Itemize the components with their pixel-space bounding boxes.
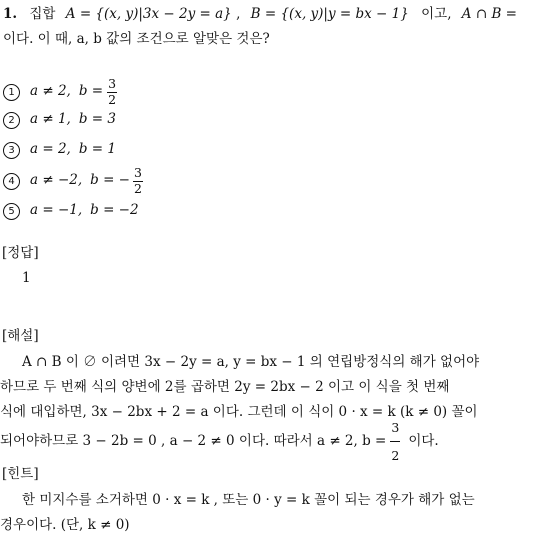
explanation-line-4 — [0, 419, 533, 463]
choice-3-part-a: a = 2, — [30, 141, 71, 158]
question-number: 1. — [3, 6, 18, 22]
choice-1-fraction — [107, 78, 117, 106]
choice-4[interactable] — [3, 162, 143, 200]
explanation-frac-num: 3 — [390, 415, 400, 442]
set-separator: , — [236, 6, 241, 22]
question-mid: 이고, — [421, 6, 452, 22]
choice-2-part-a: a ≠ 1, — [30, 111, 71, 128]
set-a: A = {(x, y)|3x − 2y = a} — [65, 6, 232, 22]
hint-body — [0, 488, 533, 538]
explanation-label: [해설] — [2, 328, 39, 344]
hint-line-1: 한 미지수를 소거하면 0 · x = k , 또는 0 · y = k 꼴이 되는 경우가 해가 없는 — [22, 492, 475, 508]
set-b: B = {(x, y)|y = bx − 1} — [250, 6, 409, 22]
explanation-line-4-suffix: 이다. — [408, 432, 439, 449]
explanation-line-3: 식에 대입하면, 3x − 2bx + 2 = a 이다. 그런데 이 식이 0 · x = k (k ≠ 0) 꼴이 — [0, 404, 478, 420]
choice-mark-4: 4 — [3, 173, 20, 190]
choice-1-part-b: b = — [78, 83, 104, 100]
choice-1-frac-den: 2 — [108, 91, 117, 107]
choice-1-part-a: a ≠ 2, — [30, 83, 71, 100]
choice-4-fraction — [133, 167, 143, 195]
choice-mark-1: 1 — [3, 84, 20, 101]
question-prefix: 집합 — [29, 6, 56, 22]
choice-1-frac-num: 3 — [108, 76, 117, 91]
choice-3[interactable] — [3, 139, 116, 161]
hint-line-2: 경우이다. (단, k ≠ 0) — [0, 517, 130, 533]
choice-mark-5: 5 — [3, 203, 20, 220]
choice-mark-3: 3 — [3, 142, 20, 159]
intersection-expr: A ∩ B = — [461, 6, 517, 22]
choice-4-part-a: a ≠ −2, — [30, 172, 83, 189]
question-line-1 — [3, 8, 517, 22]
choice-5-part-a: a = −1, — [30, 202, 83, 219]
answer-value: 1 — [22, 270, 31, 286]
choice-4-frac-den: 2 — [134, 180, 142, 196]
choice-4-frac-num: 3 — [134, 165, 142, 180]
explanation-frac-den: 2 — [391, 447, 400, 463]
choice-5-part-b: b = −2 — [90, 202, 139, 219]
explanation-line-4-text: 되어야하므로 3 − 2b = 0 , a − 2 ≠ 0 이다. 따라서 a ≠ 2, b = — [0, 432, 387, 449]
question-line-2: 이다. 이 때, a, b 값의 조건으로 알맞은 것은? — [3, 31, 270, 47]
choice-mark-2: 2 — [3, 112, 20, 129]
choice-3-part-b: b = 1 — [78, 141, 116, 158]
explanation-line-1: A ∩ B 이 ∅ 이려면 3x − 2y = a, y = bx − 1 의 연립방정식의 해가 없어야 — [22, 354, 480, 370]
hint-label: [힌트] — [2, 466, 39, 482]
choice-1[interactable] — [3, 73, 117, 111]
choice-5[interactable] — [3, 200, 139, 222]
explanation-fraction — [390, 415, 400, 468]
explanation-body — [0, 350, 533, 463]
choice-2-part-b: b = 3 — [78, 111, 116, 128]
answer-label: [정답] — [2, 245, 39, 261]
explanation-line-2: 하므로 두 번째 식의 양변에 2를 곱하면 2y = 2bx − 2 이고 이 식을 첫 번째 — [0, 379, 450, 395]
choice-4-part-b: b = − — [90, 172, 130, 189]
choice-2[interactable] — [3, 109, 116, 131]
